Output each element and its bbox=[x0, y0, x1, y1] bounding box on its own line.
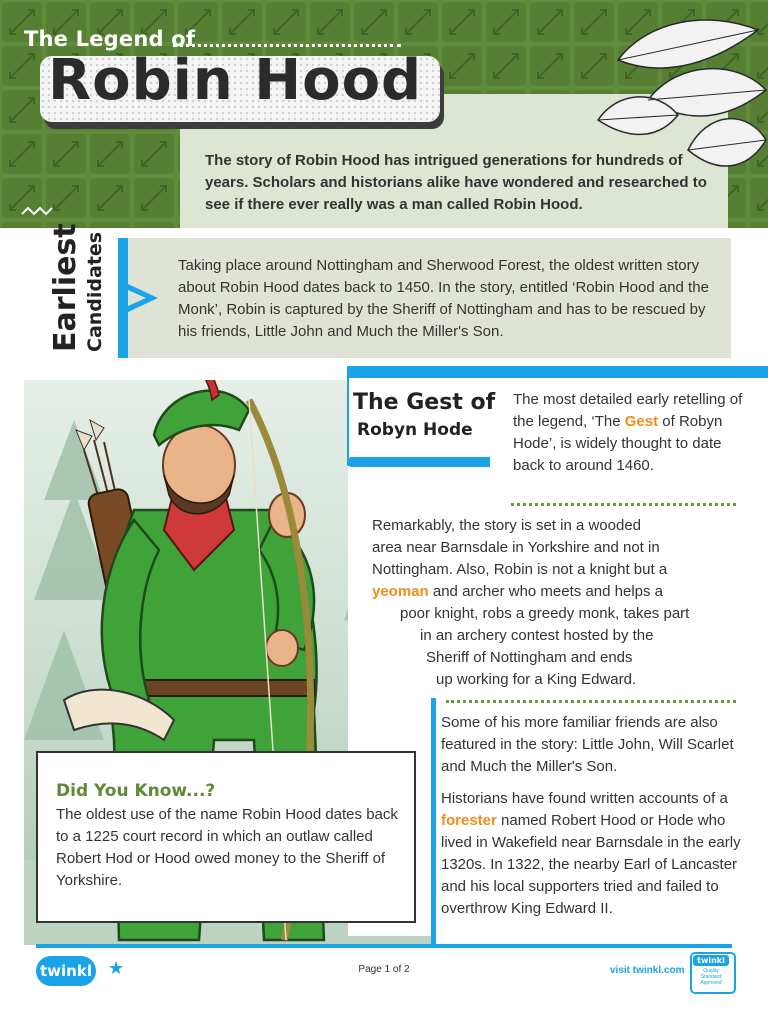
gest-p2-line-5: poor knight, robs a greedy monk, takes part bbox=[400, 605, 690, 622]
gest-p2-line-4 bbox=[372, 581, 732, 603]
gest-p4-text-a: Historians have found written accounts of a bbox=[441, 790, 728, 807]
gest-p2-line-4-rest: and archer who meets and helps a bbox=[428, 583, 664, 600]
gest-paragraph-4 bbox=[441, 788, 741, 920]
gest-paragraph-2 bbox=[372, 515, 732, 691]
earliest-accent-bar bbox=[118, 238, 128, 358]
earliest-subheading: Candidates bbox=[84, 231, 106, 352]
page-supertitle: The Legend of bbox=[24, 27, 196, 51]
quality-badge-text: Quality Standard Approved bbox=[700, 968, 722, 986]
did-you-know-heading: Did You Know...? bbox=[56, 781, 216, 801]
star-icon: ★ bbox=[108, 958, 125, 979]
gest-lower-accent-bar bbox=[431, 698, 436, 944]
gest-keyword: Gest bbox=[624, 413, 659, 430]
gest-p4-text-b: named Robert Hood or Hode who lived in Wakefield near Barnsdale in the early 1320s. In 1322, the nearby Earl of Lancaster and his local supporters tried and failed to overthrow King Edward II. bbox=[441, 812, 741, 917]
gest-p2-line-7: Sheriff of Nottingham and ends bbox=[426, 649, 633, 666]
dotted-separator bbox=[511, 503, 736, 506]
gest-p1-text-b: of Robyn Hode’, is widely thought to date back to around 1460. bbox=[513, 413, 723, 474]
yeoman-keyword: yeoman bbox=[372, 583, 429, 600]
quality-badge-logo: twinkl bbox=[693, 955, 729, 966]
arrow-inner-cutout bbox=[128, 290, 146, 306]
intro-paragraph: The story of Robin Hood has intrigued generations for hundreds of years. Scholars and historians alike have wondered and researched to see if there ever really was a man called Robin Hood. bbox=[205, 152, 707, 213]
gest-p2-line-3: Nottingham. Also, Robin is not a knight but a bbox=[372, 561, 668, 578]
gest-p2-line-6: in an archery contest hosted by the bbox=[420, 627, 654, 644]
supertitle-dotted-line bbox=[173, 44, 401, 47]
visit-website-link[interactable]: visit twinkl.com bbox=[610, 965, 685, 976]
dotted-separator bbox=[446, 700, 736, 703]
forester-keyword: forester bbox=[441, 812, 497, 829]
gest-heading: The Gest of bbox=[353, 390, 496, 415]
page-title: Robin Hood bbox=[48, 48, 423, 113]
gest-p2-line-8: up working for a King Edward. bbox=[436, 671, 637, 688]
gest-p1-text-a: The most detailed early retelling of the legend, ‘The bbox=[513, 391, 743, 430]
gest-p2-line-1: Remarkably, the story is set in a wooded bbox=[372, 517, 642, 534]
gest-heading-underbar bbox=[350, 457, 490, 467]
did-you-know-text: The oldest use of the name Robin Hood dates back to a 1225 court record in which an outlaw called Robert Hod or Hood owed money to the Sheriff of Yorkshire. bbox=[56, 806, 398, 889]
gest-paragraph-1 bbox=[513, 389, 743, 477]
earliest-paragraph: Taking place around Nottingham and Sherwood Forest, the oldest written story about Robin Hood dates back to 1450. In the story, entitled ‘Robin Hood and the Monk’, Robin is captured by the Sheriff of Nottingham and has to be rescued by his friends, Little John and Much the Miller's Son. bbox=[178, 257, 709, 340]
gest-subheading: Robyn Hode bbox=[357, 420, 473, 440]
gest-p2-line-2: area near Barnsdale in Yorkshire and not in bbox=[372, 539, 660, 556]
earliest-heading: Earliest bbox=[48, 223, 83, 352]
footer-divider bbox=[36, 944, 732, 948]
gest-top-accent-bar bbox=[348, 366, 768, 378]
page-number: Page 1 of 2 bbox=[358, 964, 410, 975]
twinkl-logo[interactable]: twinkl bbox=[36, 956, 96, 986]
gest-paragraph-3: Some of his more familiar friends are also featured in the story: Little John, Will Scarlet and Much the Miller's Son. bbox=[441, 714, 734, 775]
